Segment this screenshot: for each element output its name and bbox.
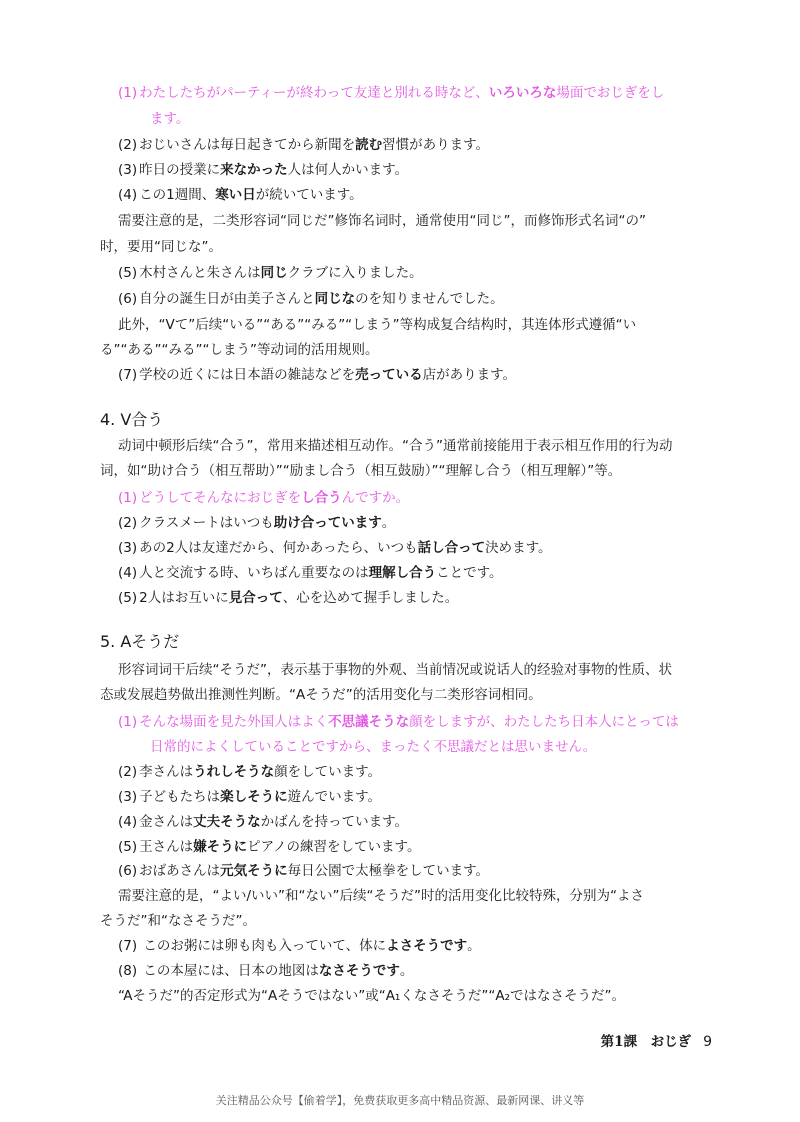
example-emphasis: 話し合って	[417, 540, 486, 556]
example-s4-3: (3) あの2人は友達だから、何かあったら、いつも話し合って決めます。	[118, 540, 552, 556]
section-heading-a-souda: 5. Aそうだ	[100, 632, 180, 651]
example-emphasis: 寒い日	[215, 187, 256, 203]
example-emphasis: 元気そうに	[220, 863, 288, 879]
lesson-title: 第1課 おじぎ	[600, 1034, 692, 1050]
example-emphasis: 同じな	[314, 291, 356, 307]
example-s3-1-continuation: ます。	[150, 111, 190, 127]
example-emphasis: 嫌そうに	[193, 839, 248, 855]
section-heading-v-au: 4. V合う	[100, 410, 164, 429]
example-s3-1	[118, 84, 718, 102]
example-emphasis: 理解し合う	[368, 565, 437, 581]
example-emphasis: 読む	[355, 137, 383, 153]
example-s4-2: (2) クラスメートはいつも助け合っています。	[118, 515, 396, 531]
example-s5-3: (3) 子どもたちは楽しそうに遊んでいます。	[118, 789, 382, 805]
example-emphasis: なさそうです	[318, 963, 400, 979]
description-line: 形容词词干后续“そうだ”，表示基于事物的外观、当前情况或说话人的经验对事物的性质、状	[118, 662, 672, 678]
example-emphasis: 同じ	[260, 265, 288, 281]
example-emphasis: し合う	[301, 490, 342, 506]
note-paragraph-line: 需要注意的是，“よい/いい”和“ない”后续“そうだ”时的活用变化比较特殊，分别为“よさ	[118, 888, 645, 904]
example-emphasis: 見合って	[228, 590, 283, 606]
example-s3-7: (7) 学校の近くには日本語の雑誌などを売っている店があります。	[118, 367, 517, 383]
example-s5-1-continuation: 日常的によくしていることですから、まったく不思議だとは思いません。	[150, 739, 597, 755]
description-line: 态或发展趋势做出推测性判断。“Aそうだ”的活用变化与二类形容词相同。	[100, 687, 542, 703]
example-emphasis: 丈夫そうな	[193, 814, 261, 830]
example-emphasis: 助け合っています	[273, 515, 382, 531]
example-emphasis: よさそうです	[386, 938, 468, 954]
example-s5-2: (2) 李さんはうれしそうな顔をしています。	[118, 764, 382, 780]
example-number: (1)	[118, 85, 138, 101]
example-emphasis: 不思議そうな	[328, 714, 410, 730]
example-s5-8: (8) この本屋には、日本の地図はなさそうです。	[118, 963, 414, 979]
note-paragraph-line: 时，要用“同じな”。	[100, 239, 222, 255]
example-s5-7: (7) このお粥には卵も肉も入っていて、体によさそうです。	[118, 938, 481, 954]
example-emphasis: いろいろな	[488, 85, 557, 101]
description-line: 动词中顿形后续“合う”，常用来描述相互动作。“合う”通常前接能用于表示相互作用的行为动	[118, 438, 673, 454]
note-paragraph-line: そうだ”和“なさそうだ”。	[100, 913, 256, 929]
page-footer	[601, 1030, 712, 1050]
example-s4-5: (5) 2人はお互いに見合って、心を込めて握手しました。	[118, 590, 459, 606]
negation-note: “Aそうだ”的否定形式为“Aそうではない”或“A₁くなさそうだ”“A₂ではなさそうだ”。	[118, 988, 625, 1004]
example-emphasis: 来なかった	[220, 162, 288, 178]
note-paragraph-line: 此外，“Vて”后续“いる”“ある”“みる”“しまう”等构成复合结构时，其连体形式遵循“い	[118, 317, 637, 333]
example-emphasis: 楽しそうに	[220, 789, 288, 805]
example-s5-1: (1) そんな場面を見た外国人はよく不思議そうな顔をしますが、わたしたち日本人にとっては	[118, 714, 679, 730]
promo-footer-text: 关注精品公众号【偷着学】，免费获取更多高中精品资源、最新网课、讲义等	[215, 1094, 585, 1107]
example-emphasis: うれしそうな	[193, 764, 275, 780]
example-s4-1: (1) どうしてそんなにおじぎをし合うんですか。	[118, 490, 410, 506]
example-s4-4: (4) 人と交流する時、いちばん重要なのは理解し合うことです。	[118, 565, 503, 581]
description-line: 词，如“助け合う（相互帮助）”“励まし合う（相互鼓励）”“理解し合う（相互理解）”等。	[100, 463, 622, 479]
note-paragraph-line: る”“ある”“みる”“しまう”等动词的活用规则。	[100, 342, 379, 358]
note-paragraph-line: 需要注意的是，二类形容词“同じだ”修饰名词时，通常使用“同じ”，而修饰形式名词“の”	[118, 213, 646, 229]
example-emphasis: 売っている	[355, 367, 423, 383]
example-s3-4: (4) この1週間、寒い日が続いています。	[118, 187, 363, 203]
example-s3-3: (3) 昨日の授業に来なかった人は何人かいます。	[118, 162, 409, 178]
example-s5-5: (5) 王さんは嫌そうにピアノの練習をしています。	[118, 839, 421, 855]
page-number: 9	[703, 1034, 712, 1050]
example-s5-4: (4) 金さんは丈夫そうなかばんを持っています。	[118, 814, 409, 830]
example-s3-6: (6) 自分の誕生日が由美子さんと同じなのを知りませんでした。	[118, 291, 504, 307]
example-s5-6: (6) おばあさんは元気そうに毎日公園で太極拳をしています。	[118, 863, 490, 879]
example-text: わたしたちがパーティーが終わって友達と別れる時など、	[139, 85, 489, 101]
example-text: 場面でおじぎをし	[556, 85, 665, 101]
example-s3-5: (5) 木村さんと朱さんは同じクラブに入りました。	[118, 265, 423, 281]
example-s3-2: (2) おじいさんは毎日起きてから新聞を読む習慣があります。	[118, 137, 490, 153]
